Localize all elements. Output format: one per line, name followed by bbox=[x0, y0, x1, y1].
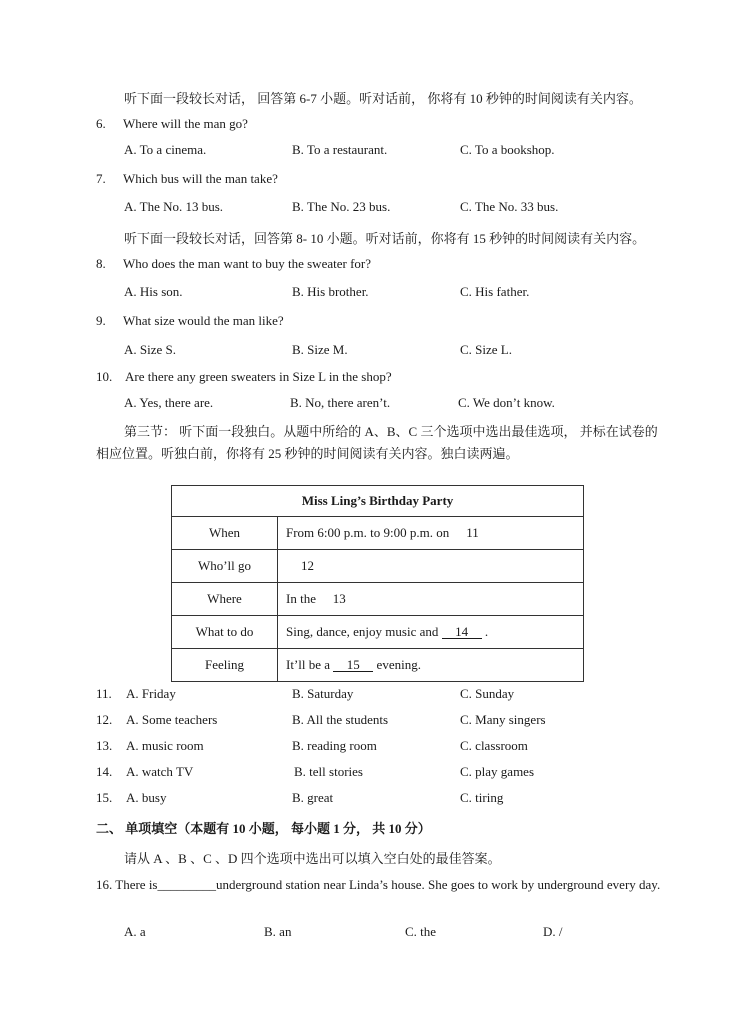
question-text: Which bus will the man take? bbox=[123, 171, 278, 186]
question-number: 6. bbox=[96, 116, 106, 131]
row-text: Sing, dance, enjoy music and bbox=[286, 624, 439, 639]
blank-number: 12 bbox=[301, 558, 314, 573]
option-c: C. Sunday bbox=[460, 686, 515, 701]
row-text-end: evening. bbox=[376, 657, 421, 672]
question-number: 12. bbox=[96, 712, 113, 727]
question-number: 9. bbox=[96, 313, 106, 328]
birthday-party-table bbox=[171, 485, 584, 682]
question-number: 10. bbox=[96, 369, 113, 384]
question-text: Where will the man go? bbox=[123, 116, 248, 131]
option-b: B. Size M. bbox=[292, 342, 348, 357]
section-heading: 二、 单项填空（本题有 10 小题， 每小题 1 分， 共 10 分） bbox=[96, 821, 431, 836]
question-16-text: 16. There is_________underground station near Linda’s house. She goes to work by underground every day. bbox=[96, 877, 661, 892]
option-a: A. busy bbox=[126, 790, 167, 805]
row-text: From 6:00 p.m. to 9:00 p.m. on bbox=[286, 525, 450, 540]
row-content bbox=[278, 616, 584, 649]
row-label: Feeling bbox=[172, 649, 278, 682]
row-text-end: . bbox=[484, 624, 489, 639]
option-a: A. Yes, there are. bbox=[124, 395, 214, 410]
instruction-part3: 第三节： 听下面一段独白。从题中所给的 A、B、C 三个选项中选出最佳选项， 并标在试卷的相应位置。听独白前，你将有 25 秒钟的时间阅读有关内容。独白读两遍。 bbox=[96, 424, 658, 461]
instruction-8-10: 听下面一段较长对话，回答第 8- 10 小题。听对话前，你将有 15 秒钟的时间阅读有关内容。 bbox=[124, 231, 646, 246]
option-a: A. The No. 13 bus. bbox=[124, 199, 224, 214]
table-row bbox=[172, 550, 584, 583]
option-d: D. / bbox=[543, 924, 563, 939]
option-c: C. play games bbox=[460, 764, 535, 779]
question-text: What size would the man like? bbox=[123, 313, 284, 328]
option-a: A. To a cinema. bbox=[124, 142, 207, 157]
option-b: B. Saturday bbox=[292, 686, 354, 701]
option-c: C. the bbox=[405, 924, 437, 939]
table-row bbox=[172, 517, 584, 550]
blank-number: 11 bbox=[466, 525, 479, 540]
question-number: 7. bbox=[96, 171, 106, 186]
option-b: B. No, there aren’t. bbox=[290, 395, 391, 410]
question-number: 8. bbox=[96, 256, 106, 271]
option-c: C. classroom bbox=[460, 738, 528, 753]
option-a: A. Friday bbox=[126, 686, 176, 701]
question-text: Who does the man want to buy the sweater for? bbox=[123, 256, 372, 271]
question-number: 15. bbox=[96, 790, 113, 805]
option-a: A. Some teachers bbox=[126, 712, 218, 727]
blank-number: 14 bbox=[442, 625, 482, 639]
instruction-6-7: 听下面一段较长对话， 回答第 6-7 小题。听对话前， 你将有 10 秒钟的时间阅读有关内容。 bbox=[124, 91, 642, 106]
row-content bbox=[278, 517, 584, 550]
row-text: It’ll be a bbox=[286, 657, 331, 672]
table-title: Miss Ling’s Birthday Party bbox=[172, 486, 584, 517]
question-number: 13. bbox=[96, 738, 113, 753]
option-b: B. All the students bbox=[292, 712, 389, 727]
row-content bbox=[278, 649, 584, 682]
option-a: A. a bbox=[124, 924, 146, 939]
question-number: 14. bbox=[96, 764, 113, 779]
option-b: B. great bbox=[292, 790, 334, 805]
row-label: Where bbox=[172, 583, 278, 616]
option-b: B. His brother. bbox=[292, 284, 369, 299]
option-b: B. tell stories bbox=[294, 764, 363, 779]
option-a: A. Size S. bbox=[124, 342, 176, 357]
option-a: A. music room bbox=[126, 738, 204, 753]
option-c: C. To a bookshop. bbox=[460, 142, 555, 157]
option-c: C. The No. 33 bus. bbox=[460, 199, 559, 214]
table-row bbox=[172, 649, 584, 682]
option-b: B. To a restaurant. bbox=[292, 142, 388, 157]
question-number: 11. bbox=[96, 686, 112, 701]
row-content bbox=[278, 583, 584, 616]
option-c: C. tiring bbox=[460, 790, 504, 805]
option-a: A. watch TV bbox=[126, 764, 194, 779]
option-a: A. His son. bbox=[124, 284, 183, 299]
table-row bbox=[172, 583, 584, 616]
table-row bbox=[172, 616, 584, 649]
row-label: Who’ll go bbox=[172, 550, 278, 583]
option-b: B. The No. 23 bus. bbox=[292, 199, 391, 214]
row-content bbox=[278, 550, 584, 583]
blank-number: 13 bbox=[332, 591, 346, 606]
row-label: When bbox=[172, 517, 278, 550]
option-c: C. We don’t know. bbox=[458, 395, 555, 410]
row-text: In the bbox=[286, 591, 316, 606]
option-c: C. His father. bbox=[460, 284, 530, 299]
row-label: What to do bbox=[172, 616, 278, 649]
question-text: Are there any green sweaters in Size L in the shop? bbox=[125, 369, 392, 384]
option-b: B. reading room bbox=[292, 738, 377, 753]
option-c: C. Size L. bbox=[460, 342, 512, 357]
section-instruction: 请从 A 、B 、C 、D 四个选项中选出可以填入空白处的最佳答案。 bbox=[124, 851, 501, 866]
option-b: B. an bbox=[264, 924, 292, 939]
option-c: C. Many singers bbox=[460, 712, 546, 727]
blank-number: 15 bbox=[333, 658, 373, 672]
